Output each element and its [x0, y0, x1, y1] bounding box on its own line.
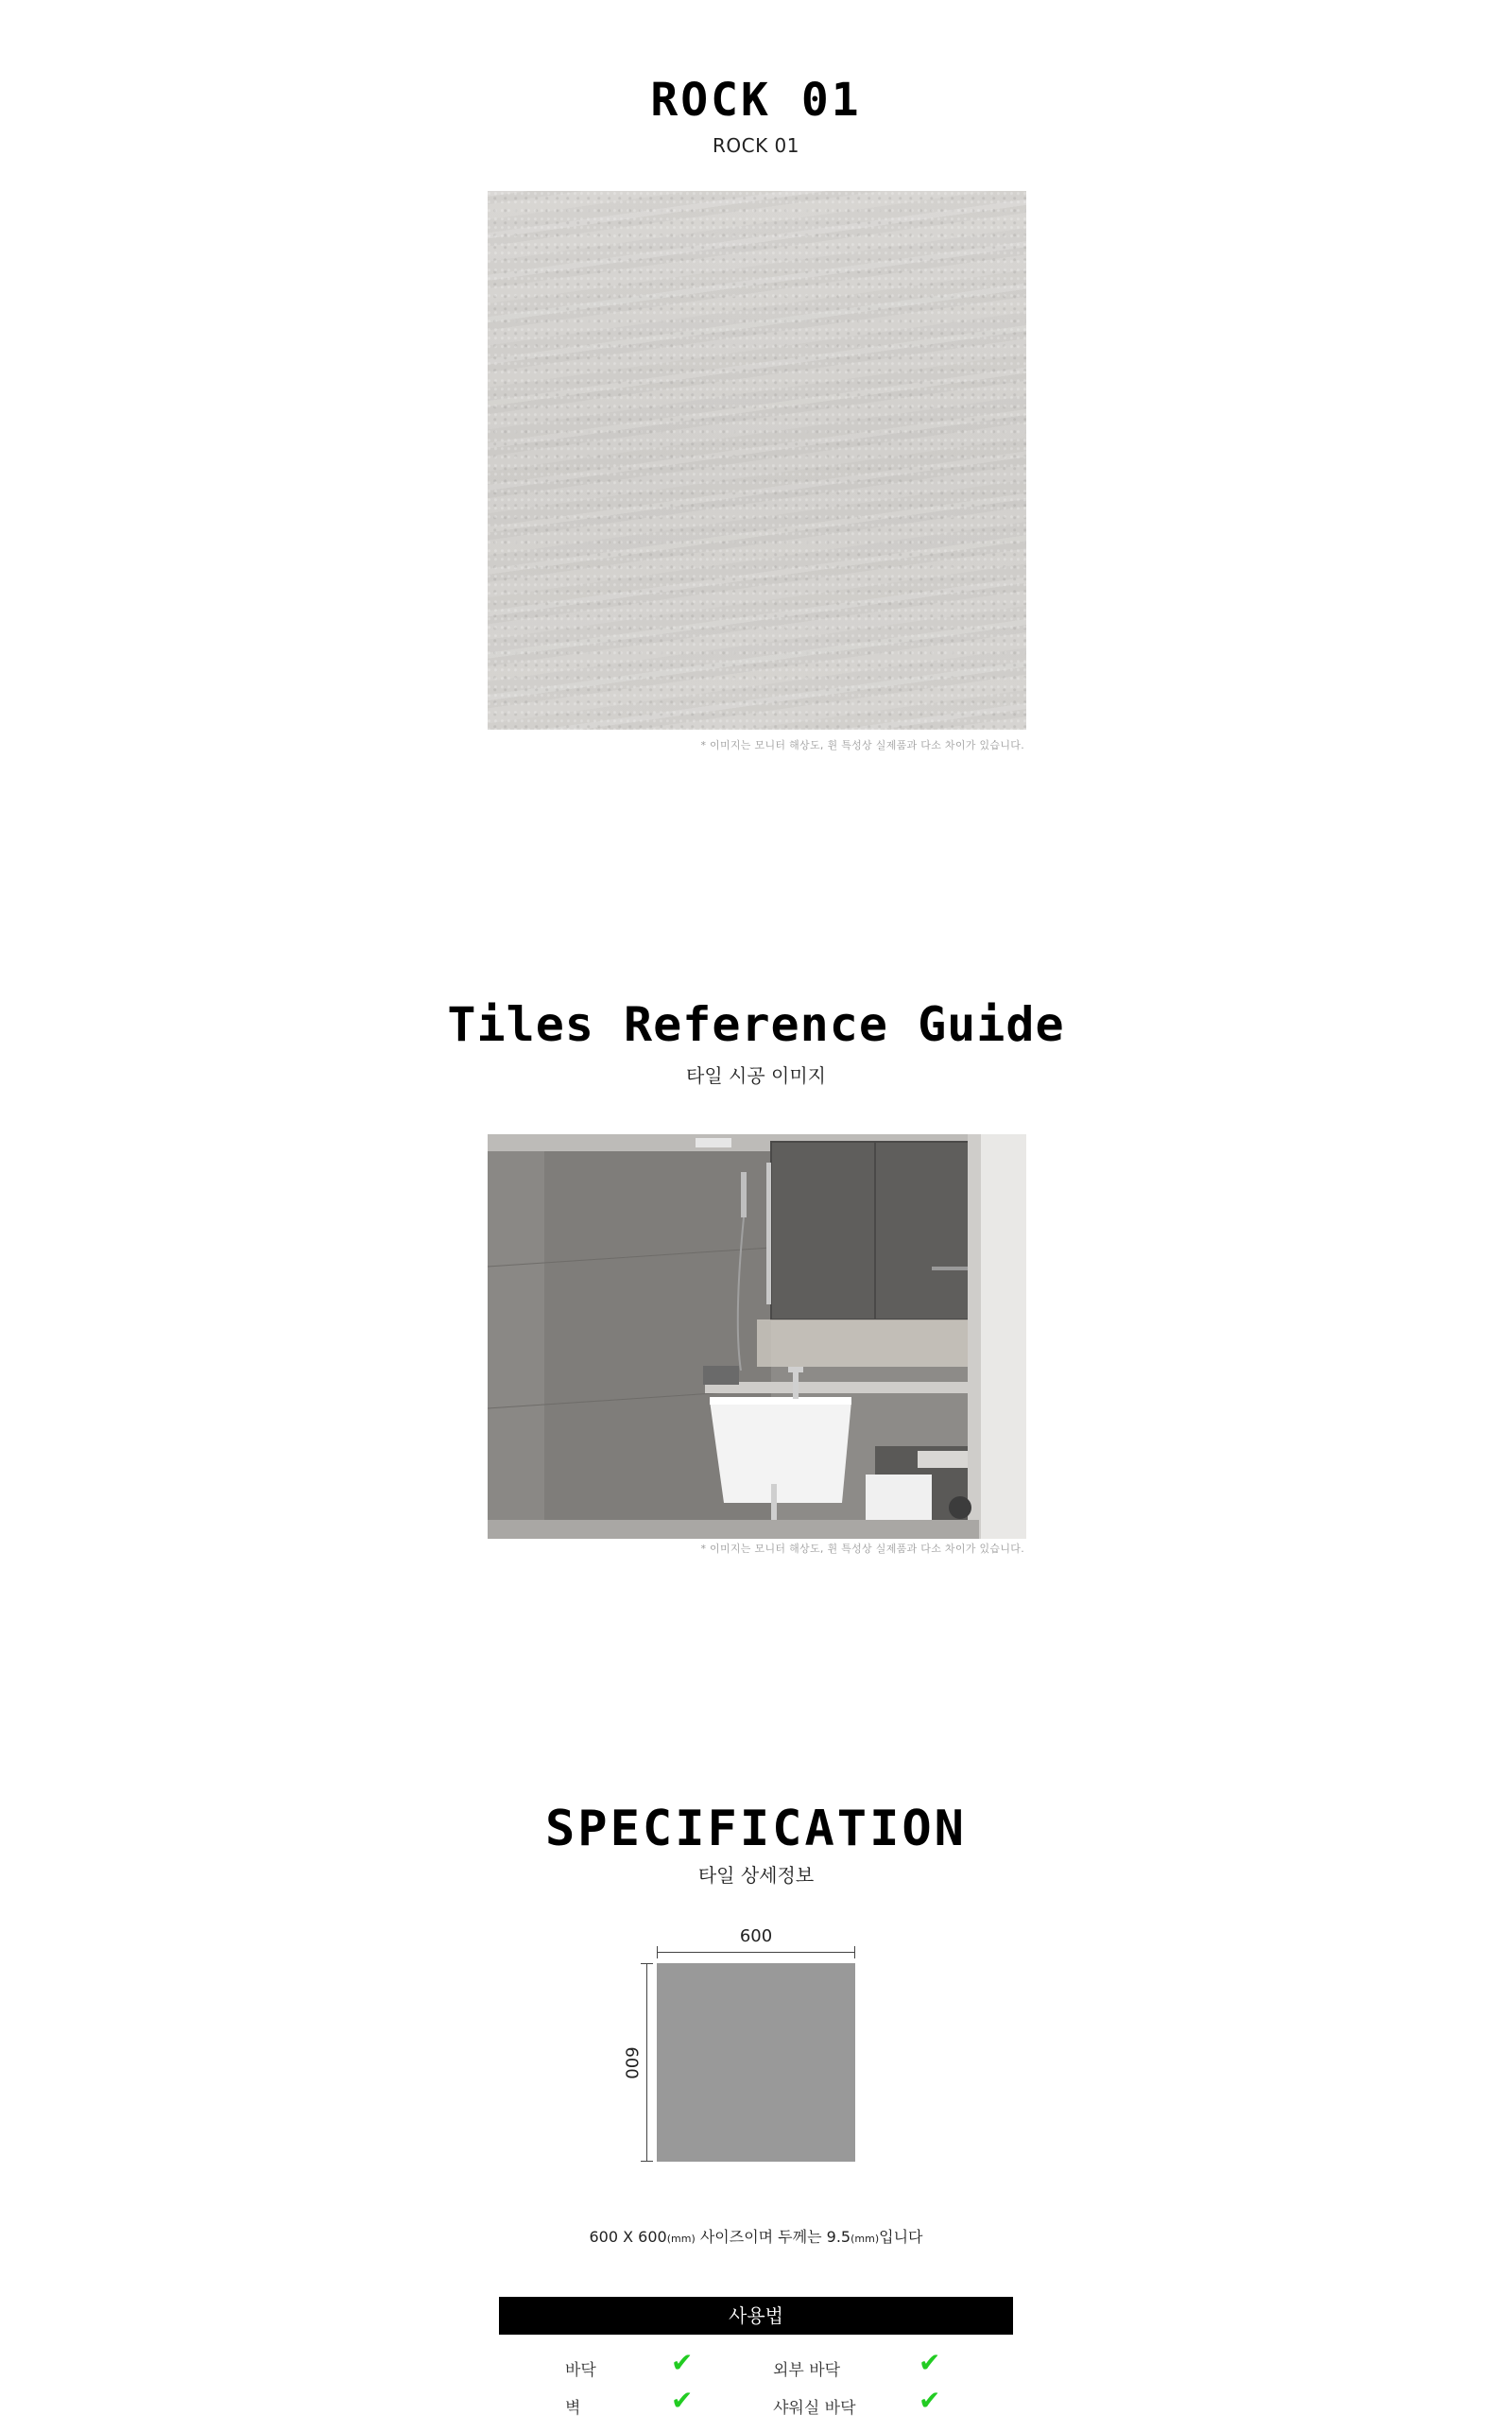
tile-texture-image	[488, 191, 1026, 730]
guide-subtitle: 타일 시공 이미지	[686, 1064, 826, 1087]
usage-item-shower-floor-label: 샤워실 바닥	[773, 2399, 856, 2418]
usage-header: 사용법	[499, 2297, 1013, 2335]
width-dimension-cap	[657, 1946, 658, 1958]
size-text-end: 입니다	[879, 2228, 923, 2246]
tile-size-diagram	[657, 1963, 855, 2162]
image-disclaimer-note: * 이미지는 모니터 해상도, 휜 특성상 실제품과 다소 차이가 있습니다.	[700, 1543, 1024, 1555]
height-dimension-cap	[641, 2161, 653, 2162]
height-dimension-line	[646, 1963, 647, 2162]
spec-subtitle: 타일 상세정보	[697, 1864, 815, 1887]
usage-item-exterior-floor-label: 외부 바닥	[773, 2361, 841, 2380]
check-icon: ✔	[919, 2385, 941, 2416]
width-dimension-cap	[854, 1946, 855, 1958]
product-subtitle: ROCK 01	[712, 134, 800, 157]
width-dimension-line	[657, 1952, 855, 1953]
bathroom-reference-image	[488, 1134, 1026, 1539]
width-dimension-label: 600	[739, 1926, 773, 1946]
size-description	[0, 2225, 1512, 2247]
thickness-unit: (mm)	[850, 2233, 880, 2245]
check-icon: ✔	[671, 2347, 694, 2378]
thickness-text: 사이즈이며 두께는 9.5	[695, 2228, 851, 2246]
size-unit: (mm)	[666, 2233, 696, 2245]
image-disclaimer-note: * 이미지는 모니터 해상도, 휜 특성상 실제품과 다소 차이가 있습니다.	[700, 739, 1024, 751]
product-title: ROCK 01	[650, 74, 862, 127]
usage-item-wall-label: 벽	[565, 2399, 581, 2418]
spec-title: SPECIFICATION	[545, 1801, 967, 1857]
size-text: 600 X 600	[589, 2228, 667, 2246]
height-dimension-cap	[641, 1963, 653, 1964]
usage-item-floor-label: 바닥	[565, 2361, 596, 2380]
guide-title: Tiles Reference Guide	[447, 997, 1065, 1052]
height-dimension-label: 600	[621, 2046, 642, 2079]
check-icon: ✔	[671, 2385, 694, 2416]
check-icon: ✔	[919, 2347, 941, 2378]
